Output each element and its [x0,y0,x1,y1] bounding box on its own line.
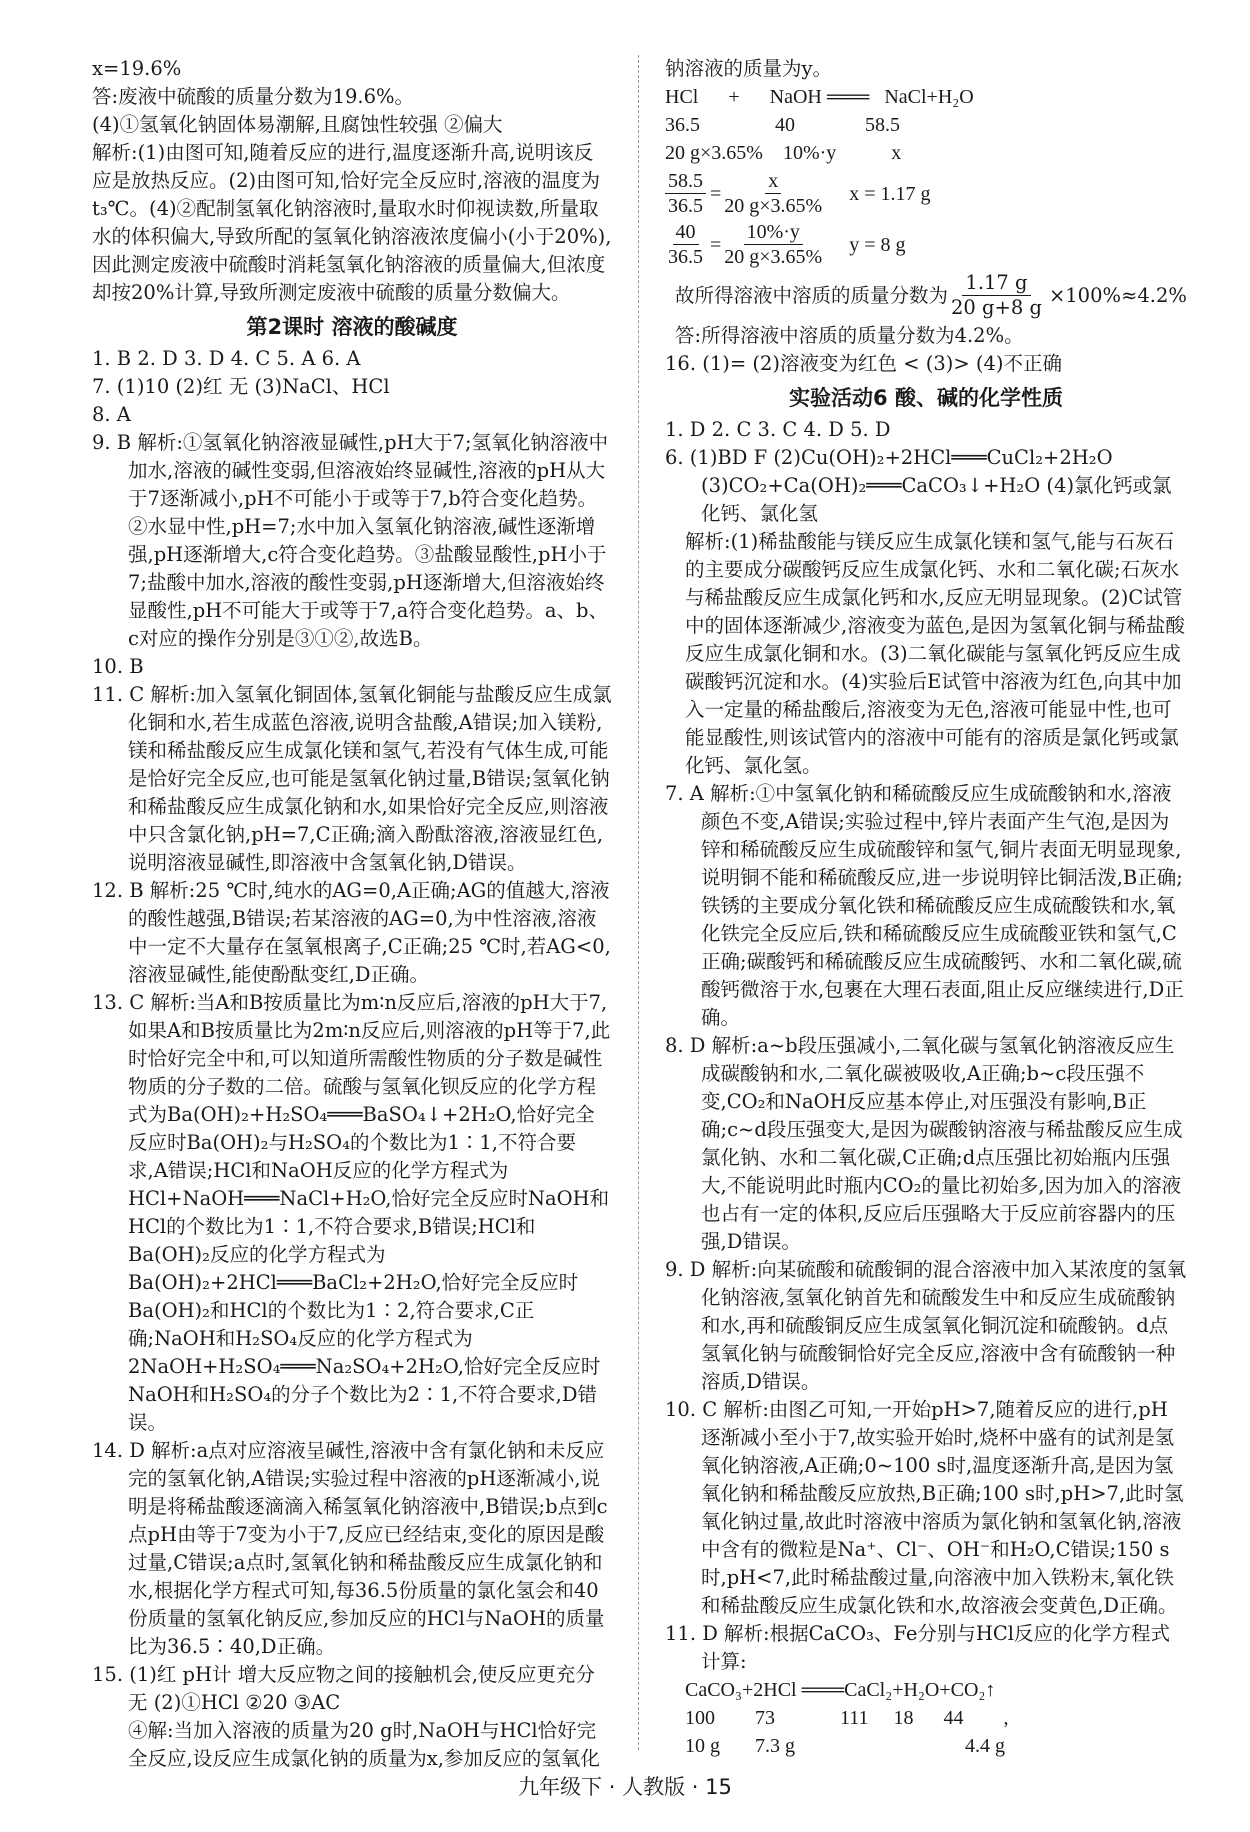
answer-line: 1. D 2. C 3. C 4. D 5. D [665,418,891,441]
answer-line: 7. (1)10 (2)红 无 (3)NaCl、HCl [92,375,390,398]
result: x = 1.17 g [849,182,931,205]
proportion-1: $\frac{58.5}{36.5}$ = $\frac{x}{20 g\times 3.65\%}$ x = 1.17 g [665,169,1187,218]
answer-line: (4)①氢氧化钠固体易潮解,且腐蚀性较强 ②偏大 [92,113,503,136]
frac-denominator: 20 g+8 g [951,296,1042,319]
answer-item: 13. C 解析:当A和B按质量比为m∶n反应后,溶液的pH大于7,如果A和B按质量比为2m∶n反应后,则溶液的pH等于7,此时恰好完全中和,可以知道所需酸性物质的分子数是碱性物质的分子数的二倍。硫酸与氢氧化钡反应的化学方程式为Ba(OH)₂+H₂SO₄═══BaSO₄↓+2H₂O,恰好完全反应时Ba(OH)₂与H₂SO₄的个数比为1∶1,不符合要求,A错误;HCl和NaOH反应的化学方程式为HCl+NaOH═══NaCl+H₂O,恰好完全反应时NaOH和HCl的个数比为1∶1,不符合要求,B错误;HCl和Ba(OH)₂反应的化学方程式为Ba(OH)₂+2HCl═══BaCl₂+2H₂O,恰好完全反应时Ba(OH)₂和HCl的个数比为1∶2,符合要求,C正确;NaOH和H₂SO₄反应的化学方程式为2NaOH+H₂SO₄═══Na₂SO₄+2H₂O,恰好完全反应时NaOH和H₂SO₄的分子个数比为2∶1,不符合要求,D错误。 [92,991,611,1434]
answer-item: 8. D 解析:a~b段压强减小,二氧化碳与氢氧化钠溶液反应生成碳酸钠和水,二氧化碳被吸收,A正确;b~c段压强不变,CO₂和NaOH反应基本停止,对压强没有影响,B正确;c~d段压强变大,是因为碳酸钠溶液与稀盐酸反应生成氯化钠、水和二氧化碳,C正确;d点压强比初始瓶内压强大,不能说明此时瓶内CO₂的量比初始多,因为加入的溶液也占有一定的体积,反应后压强略大于反应前容器内的压强,D错误。 [665,1034,1183,1253]
page-footer: 九年级下 · 人教版 · 15 [518,1775,732,1799]
answer-item: 6. (1)BD F (2)Cu(OH)₂+2HCl═══CuCl₂+2H₂O (3)CO₂+Ca(OH)₂═══CaCO₃↓+H₂O (4)氯化钙或氯化钙、氯化氢 [665,446,1172,525]
equation-line: 100 73 111 18 44 , [685,1707,1009,1729]
mass-fraction [665,271,1187,320]
frac-numerator: 40 [673,220,699,245]
section-title: 实验活动6 酸、碱的化学性质 [789,386,1063,410]
column-divider [638,55,639,1750]
answer-item: 14. D 解析:a点对应溶液呈碱性,溶液中含有氯化钠和未反应完的氢氧化钠,A错误;实验过程中溶液的pH逐渐减小,说明是将稀盐酸逐滴滴入稀氢氧化钠溶液中,B错误;b点到c点pH由等于7变为小于7,反应已经结束,变化的原因是酸过量,C错误;a点时,氢氧化钠和稀盐酸反应生成氯化钠和水,根据化学方程式可知,每36.5份质量的氯化氢会和40份质量的氢氧化钠反应,参加反应的HCl与NaOH的质量比为36.5∶40,D正确。 [92,1439,608,1658]
answer-line: 10. B [92,655,144,678]
frac-denominator: 20 g×3.65% [724,195,823,217]
frac-denominator: 20 g×3.65% [724,246,823,268]
equation-line: 36.5 40 58.5 [665,114,900,136]
answer-line: x=19.6% [92,57,182,80]
equation-line: 10 g 7.3 g 4.4 g [685,1735,1005,1757]
right-column [665,55,1187,1760]
answer-item: ④解:当加入溶液的质量为20 g时,NaOH与HCl恰好完全反应,设反应生成氯化钠的质量为x,参加反应的氢氧化 [128,1719,600,1770]
left-column [92,55,612,1773]
equation-line: 20 g×3.65% 10%·y x [665,142,902,164]
proportion-2: $\frac{40}{36.5}$ = $\frac{10\%\cdot y}{20 g\times 3.65\%}$ y = 8 g [665,220,1187,269]
answer-line: 答:废液中硫酸的质量分数为19.6%。 [92,85,415,108]
answer-item: 11. C 解析:加入氢氧化铜固体,氢氧化铜能与盐酸反应生成氯化铜和水,若生成蓝色溶液,说明含盐酸,A错误;加入镁粉,镁和稀盐酸反应生成氯化镁和氢气,若没有气体生成,可能是恰好完全反应,也可能是氢氧化钠过量,B错误;氢氧化钠和稀盐酸反应生成氯化钠和水,如果恰好完全反应,则溶液中只含氯化钠,pH=7,C正确;滴入酚酞溶液,溶液显红色,说明溶液显碱性,即溶液中含氢氧化钠,D错误。 [92,683,612,874]
answer-item: 10. C 解析:由图乙可知,一开始pH>7,随着反应的进行,pH逐渐减小至小于7,故实验开始时,烧杯中盛有的试剂是氢氧化钠溶液,A正确;0~100 s时,温度逐渐升高,是因为氢氧化钠和稀盐酸反应放热,B正确;100 s时,pH>7,此时氢氧化钠过量,故此时溶液中溶质为氯化钠和氢氧化钠,溶液中含有的微粒是Na⁺、Cl⁻、OH⁻和H₂O,C错误;150 s时,pH<7,此时稀盐酸过量,向溶液中加入铁粉末,氧化铁和稀盐酸反应生成氯化铁和水,故溶液会变黄色,D正确。 [665,1398,1184,1617]
frac-numerator: x [765,169,781,194]
answer-line: 1. B 2. D 3. D 4. C 5. A 6. A [92,347,361,370]
analysis-text: 解析:(1)由图可知,随着反应的进行,温度逐渐升高,说明该反应是放热反应。(2)由图可知,恰好完全反应时,溶液的温度为t₃℃。(4)②配制氢氧化钠溶液时,量取水时仰视读数,所量取水的体积偏大,导致所配的氢氧化钠溶液浓度偏小(小于20%),因此测定废液中硫酸时消耗氢氧化钠溶液的质量偏大,但浓度却按20%计算,导致所测定废液中硫酸的质量分数偏大。 [92,141,612,304]
answer-line: 8. A [92,403,131,426]
frac-numerator: 1.17 g [962,271,1030,296]
answer-item: 9. B 解析:①氢氧化钠溶液显碱性,pH大于7;氢氧化钠溶液中加水,溶液的碱性变弱,但溶液始终显碱性,溶液的pH从大于7逐渐减小,pH不可能小于或等于7,b符合变化趋势。②水显中性,pH=7;水中加入氢氧化钠溶液,碱性逐渐增强,pH逐渐增大,c符合变化趋势。③盐酸显酸性,pH小于7;盐酸中加水,溶液的酸性变弱,pH逐渐增大,但溶液始终显酸性,pH不可能大于或等于7,a符合变化趋势。a、b、c对应的操作分别是③①②,故选B。 [92,431,609,650]
section-title: 第2课时 溶液的酸碱度 [246,315,458,339]
analysis-text: 解析:(1)稀盐酸能与镁反应生成氯化镁和氢气,能与石灰石的主要成分碳酸钙反应生成氯化钙、水和二氧化碳;石灰水与稀盐酸反应生成氯化钙和水,反应无明显现象。(2)C试管中的固体逐渐减少,溶液变为蓝色,是因为氢氧化铜与稀盐酸反应生成氯化铜和水。(3)二氧化碳能与氢氧化钙反应生成碳酸钙沉淀和水。(4)实验后E试管中溶液为红色,向其中加入一定量的稀盐酸后,溶液变为无色,溶液可能显中性,也可能显酸性,则该试管内的溶液中可能有的溶质是氯化钙或氯化钙、氯化氢。 [685,530,1185,777]
answer-item: 7. A 解析:①中氢氧化钠和稀硫酸反应生成硫酸钠和水,溶液颜色不变,A错误;实验过程中,锌片表面产生气泡,是因为锌和稀硫酸反应生成硫酸锌和氢气,铜片表面无明显现象,说明铜不能和稀硫酸反应,进一步说明锌比铜活泼,B正确;铁锈的主要成分氧化铁和稀硫酸反应生成硫酸铁和水,氧化铁完全反应后,铁和稀硫酸反应生成硫酸亚铁和氢气,C正确;碳酸钙和稀硫酸反应生成硫酸钙、水和二氧化碳,硫酸钙微溶于水,包裹在大理石表面,阻止反应继续进行,D正确。 [665,782,1184,1029]
equation-line: CaCO₃+2HCl ═══CaCl₂+H₂O+CO₂↑ [685,1679,996,1701]
answer-line: 16. (1)= (2)溶液变为红色 < (3)> (4)不正确 [665,352,1063,375]
text: 故所得溶液中溶质的质量分数为 [675,283,949,307]
frac-numerator: 10%·y [744,220,803,245]
answer-item: 12. B 解析:25 ℃时,纯水的AG=0,A正确;AG的值越大,溶液的酸性越强,B错误;若某溶液的AG=0,为中性溶液,溶液中一定不大量存在氢氧根离子,C正确;25 ℃时,若AG<0,溶液显碱性,能使酚酞变红,D正确。 [92,879,611,986]
result: y = 8 g [849,233,906,256]
frac-denominator: 36.5 [668,246,703,268]
answer-line: 钠溶液的质量为y。 [665,57,833,80]
answer-item: 9. D 解析:向某硫酸和硫酸铜的混合溶液中加入某浓度的氢氧化钠溶液,氢氧化钠首先和硫酸发生中和反应生成硫酸钠和水,再和硫酸铜反应生成氢氧化铜沉淀和硫酸钠。d点氢氧化钠与硫酸铜恰好完全反应,溶液中含有硫酸钠一种溶质,D错误。 [665,1258,1187,1393]
text: ×100%≈4.2% [1048,283,1187,307]
answer-line: 答:所得溶液中溶质的质量分数为4.2%。 [675,324,1024,347]
answer-item: 15. (1)红 pH计 增大反应物之间的接触机会,使反应更充分 无 (2)①HCl ②20 ③AC [92,1663,595,1714]
answer-item: 11. D 解析:根据CaCO₃、Fe分别与HCl反应的化学方程式计算: [665,1622,1171,1673]
frac-numerator: 58.5 [665,169,706,194]
frac-denominator: 36.5 [668,195,703,217]
equation-line: HCl + NaOH ═══ NaCl+H₂O [665,86,974,108]
